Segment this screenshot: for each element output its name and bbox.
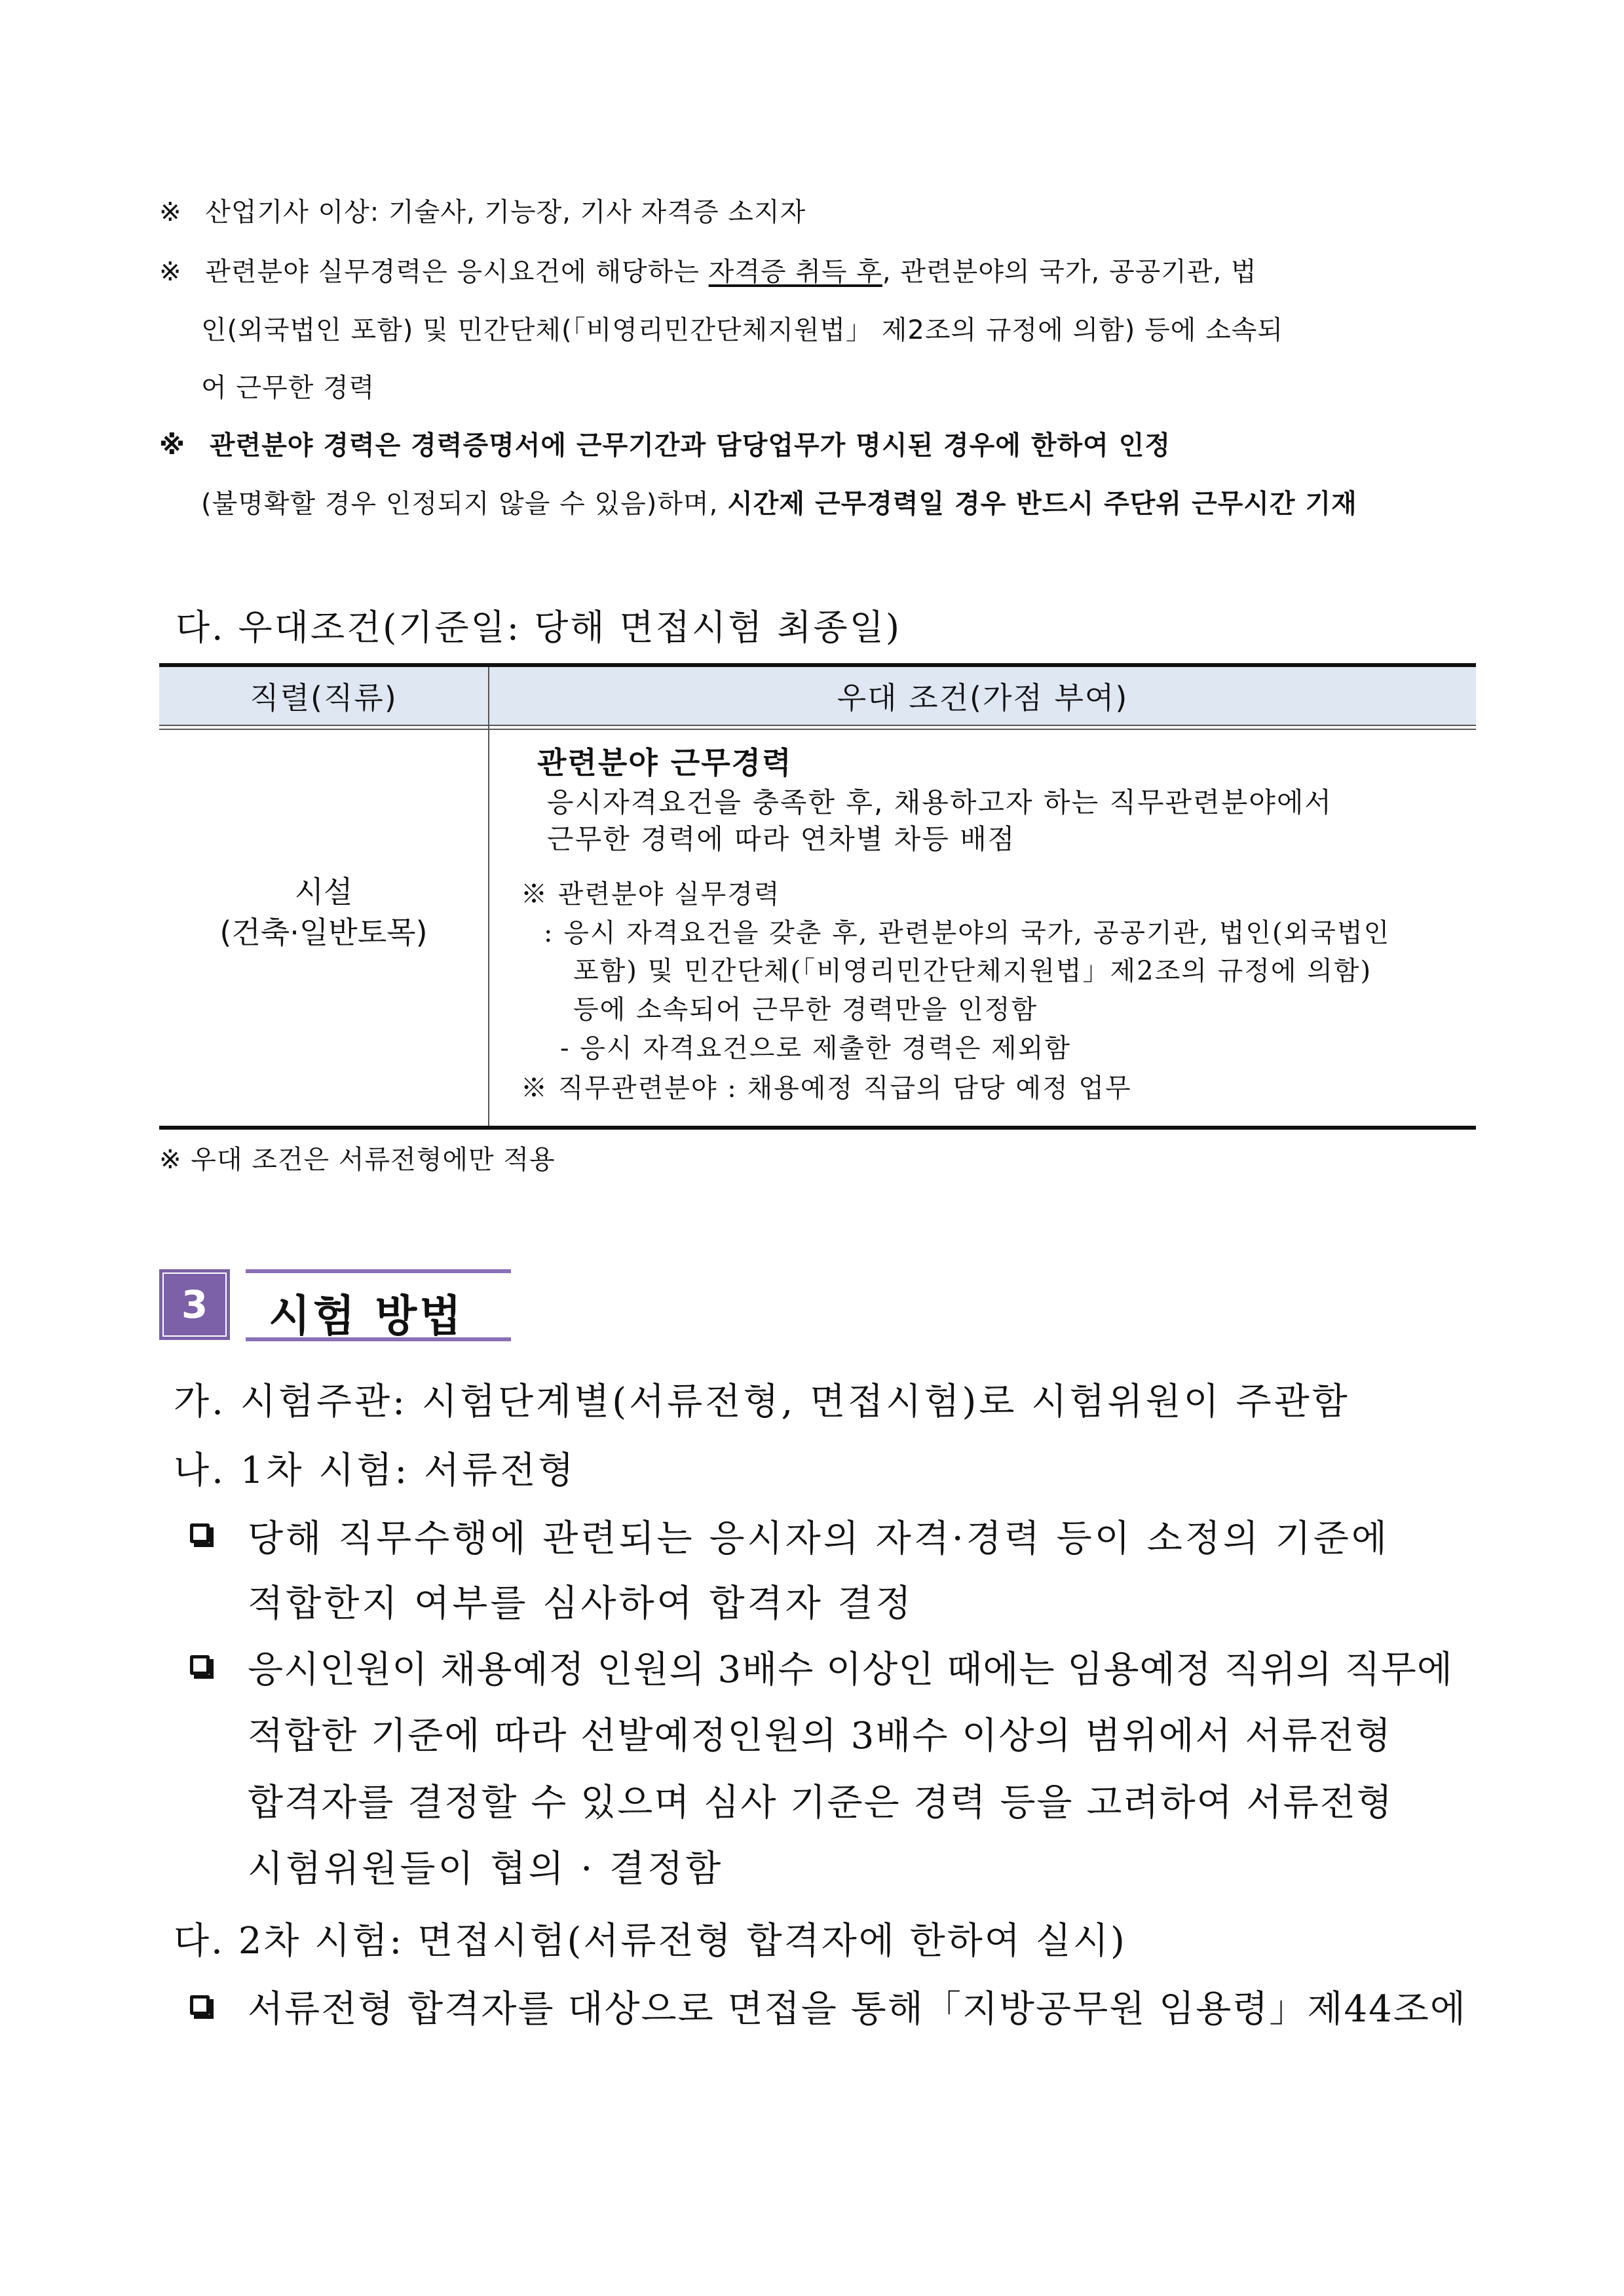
checkbox-bullet-icon (190, 1655, 210, 1675)
table-cell-position (159, 871, 488, 953)
condition-note: 포함) 및 민간단체(「비영리민간단체지원법」제2조의 규정에 의함) (573, 956, 1372, 986)
condition-note: ※ 직무관련분야 : 채용예정 직급의 담당 예정 업무 (521, 1073, 1132, 1103)
method-bullet-line: 적합한지 여부를 심사하여 합격자 결정 (248, 1582, 914, 1625)
method-na: 나. 1차 시험: 서류전형 (174, 1449, 576, 1492)
condition-note: 등에 소속되어 근무한 경력만을 인정함 (573, 995, 1038, 1025)
note-text: 산업기사 이상: 기술사, 기능장, 기사 자격증 소지자 (205, 197, 806, 227)
preference-footnote: ※ 우대 조건은 서류전형에만 적용 (159, 1145, 556, 1175)
note-mark: ※ (159, 430, 185, 461)
position-subtitle: (건축·일반토목) (219, 915, 428, 950)
note-certificate (159, 425, 1171, 462)
position-name: 시설 (294, 874, 353, 909)
method-bullet-line: 합격자를 결정할 수 있으며 심사 기준은 경력 등을 고려하여 서류전형 (248, 1782, 1393, 1824)
note-bold-text: 시간제 근무경력일 경우 반드시 주단위 근무시간 기재 (727, 489, 1357, 519)
note-mark: ※ (159, 197, 182, 227)
note-certificate-line2 (201, 483, 1357, 520)
table-header-divider (159, 729, 1476, 730)
condition-note: ※ 관련분야 실무경력 (521, 879, 781, 909)
method-bullet-line: 응시인원이 채용예정 인원의 3배수 이상인 때에는 임용예정 직위의 직무에 (248, 1649, 1453, 1691)
method-bullet-line: 서류전형 합격자를 대상으로 면접을 통해「지방공무원 임용령」제44조에 (248, 1988, 1467, 2031)
note-text: , 관련분야의 국가, 공공기관, 법 (882, 257, 1257, 287)
checkbox-bullet-icon (190, 1523, 210, 1543)
method-ga: 가. 시험주관: 시험단계별(서류전형, 면접시험)로 시험위원이 주관함 (174, 1381, 1350, 1423)
section-number-inner-frame (162, 1272, 227, 1337)
checkbox-bullet-icon (190, 1995, 210, 2015)
note-underlined-text: 자격증 취득 후 (708, 257, 882, 287)
note-experience (159, 251, 1257, 288)
condition-line: 응시자격요건을 충족한 후, 채용하고자 하는 직무관련분야에서 (547, 786, 1332, 818)
note-text: 관련분야 실무경력은 응시요건에 해당하는 (205, 257, 709, 287)
method-bullet-line: 시험위원들이 협의 · 결정함 (248, 1848, 724, 1890)
note-text: (불명확할 경우 인정되지 않을 수 있음)하며, (201, 489, 728, 519)
table-header-position: 직렬(직류) (250, 680, 398, 716)
condition-note: : 응시 자격요건을 갖춘 후, 관련분야의 국가, 공공기관, 법인(외국법인 (544, 918, 1391, 948)
condition-title: 관련분야 근무경력 (537, 745, 793, 780)
table-bottom-border (159, 1126, 1476, 1130)
section-title: 시험 방법 (269, 1291, 464, 1341)
condition-note: - 응시 자격요건으로 제출한 경력은 제외함 (560, 1033, 1071, 1063)
section-title-rule-top (246, 1269, 511, 1273)
method-da: 다. 2차 시험: 면접시험(서류전형 합격자에 한하여 실시) (174, 1920, 1127, 1962)
table-column-divider (488, 667, 489, 1127)
method-bullet-line: 적합한 기준에 따라 선발예정인원의 3배수 이상의 범위에서 서류전형 (248, 1715, 1392, 1757)
note-experience-line2: 인(외국법인 포함) 및 민간단체(「비영리민간단체지원법」 제2조의 규정에 의함) 등에 소속되 (201, 315, 1283, 345)
note-qualification (159, 191, 806, 229)
table-header-condition: 우대 조건(가점 부여) (837, 680, 1129, 716)
note-experience-line3: 어 근무한 경력 (201, 373, 375, 403)
note-text: 관련분야 경력은 경력증명서에 근무기간과 담당업무가 명시된 경우에 한하여 인정 (209, 430, 1171, 461)
note-mark: ※ (159, 257, 182, 287)
table-header-divider (159, 725, 1476, 726)
section-number: 3 (181, 1282, 208, 1327)
method-bullet-line: 당해 직무수행에 관련되는 응시자의 자격·경력 등이 소정의 기준에 (248, 1518, 1389, 1560)
preference-heading: 다. 우대조건(기준일: 당해 면접시험 최종일) (176, 607, 901, 648)
condition-line: 근무한 경력에 따라 연차별 차등 배점 (547, 823, 1016, 855)
